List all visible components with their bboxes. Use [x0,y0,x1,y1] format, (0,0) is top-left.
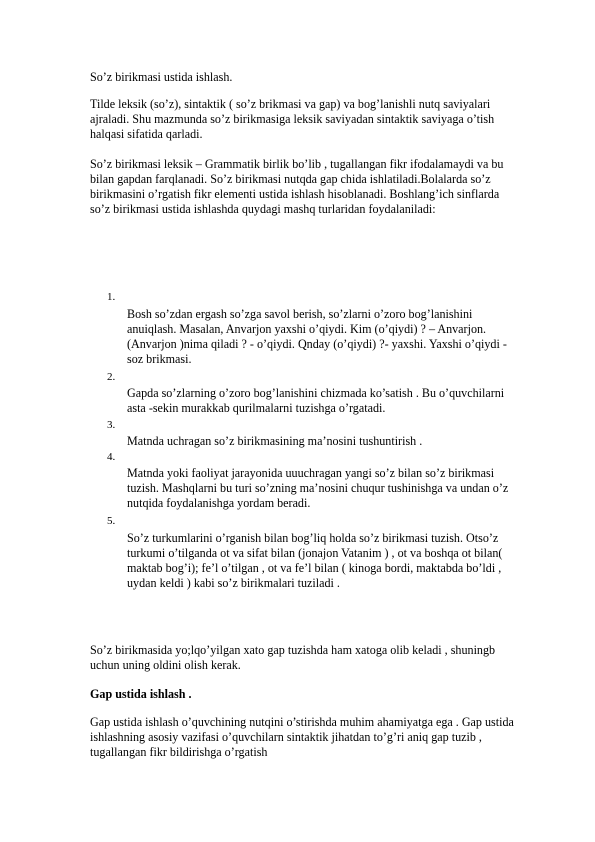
list-number-5: 5. [107,515,116,527]
list-number-1: 1. [107,291,116,303]
list-item-2: Gapda so’zlarning o’zoro bog’lanishini chizmada ko’satish . Bu o’quvchilarni asta -sekin murakkab qurilmalarni tuzishga o’rgatadi. [127,386,505,415]
list-item-3: Matnda uchragan so’z birikmasining ma’nosini tushuntirish . [127,434,423,448]
paragraph-4: Gap ustida ishlash o’quvchining nutqini o’stirishda muhim ahamiyatga ega . Gap ustida ishlashning asosiy vazifasi o’quvchilarn sintaktik jihatdan to’g’ri aniq gap tuzib , tugallangan fikr bildirishga o’rgatish [90,715,514,759]
list-number-2: 2. [107,371,116,383]
list-number-4: 4. [107,451,116,463]
paragraph-3: So’z birikmasida yo;lqo’yilgan xato gap tuzishda ham xatoga olib keladi , shuningb uchun uning oldini olish kerak. [90,643,496,672]
paragraph-1: Tilde leksik (so’z), sintaktik ( so’z brikmasi va gap) va bog’lanishli nutq saviyalari ajraladi. Shu mazmunda so’z birikmasiga leksik saviyadan sintaktik saviyaga o’tish halqasi sifatida qarladi. [90,97,495,141]
section-heading-gap: Gap ustida ishlash . [90,687,192,701]
list-item-4: Matnda yoki faoliyat jarayonida uuuchragan yangi so’z bilan so’z birikmasi tuzish. Mashqlarni bu turi so’zning ma’nosini chuqur tushinishga va undan o’z nutqida foydalanishga yordam beradi. [127,466,509,510]
list-item-1: Bosh so’zdan ergash so’zga savol berish, so’zlarni o’zoro bog’lanishini anuiqlash. Masalan, Anvarjon yaxshi o’qiydi. Kim (o’qiydi) ? – Anvarjon.(Anvarjon )nima qiladi ? - o’qiydi. Qnday (o’qiydi) ?- yaxshi. Yaxshi o’qiydi - soz brikmasi. [127,307,507,366]
list-item-5: So’z turkumlarini o’rganish bilan bog’liq holda so’z birikmasi tuzish. Otso’z turkumi o’tilganda ot va sifat bilan (jonajon Vatanim ) , ot va boshqa ot bilan( maktab bog’i); fe’l o’tilgan , ot va fe’l bilan ( kinoga bordi, maktabda bo’ldi , uydan keldi ) kabi so’z birikmalari tuziladi . [127,531,503,590]
list-number-3: 3. [107,419,116,431]
section-title: So’z birikmasi ustida ishlash. [90,70,233,84]
paragraph-2: So’z birikmasi leksik – Grammatik birlik bo’lib , tugallangan fikr ifodalamaydi va bu bilan gapdan farqlanadi. So’z birikmasi nutqda gap chida ishlatiladi.Bolalarda so’z birikmasini o’rgatish fikr elementi ustida ishlash hisoblanadi. Boshlang’ich sinflarda so’z birikmasi ustida ishlashda quydagi mashq turlaridan foydalaniladi: [90,157,504,216]
